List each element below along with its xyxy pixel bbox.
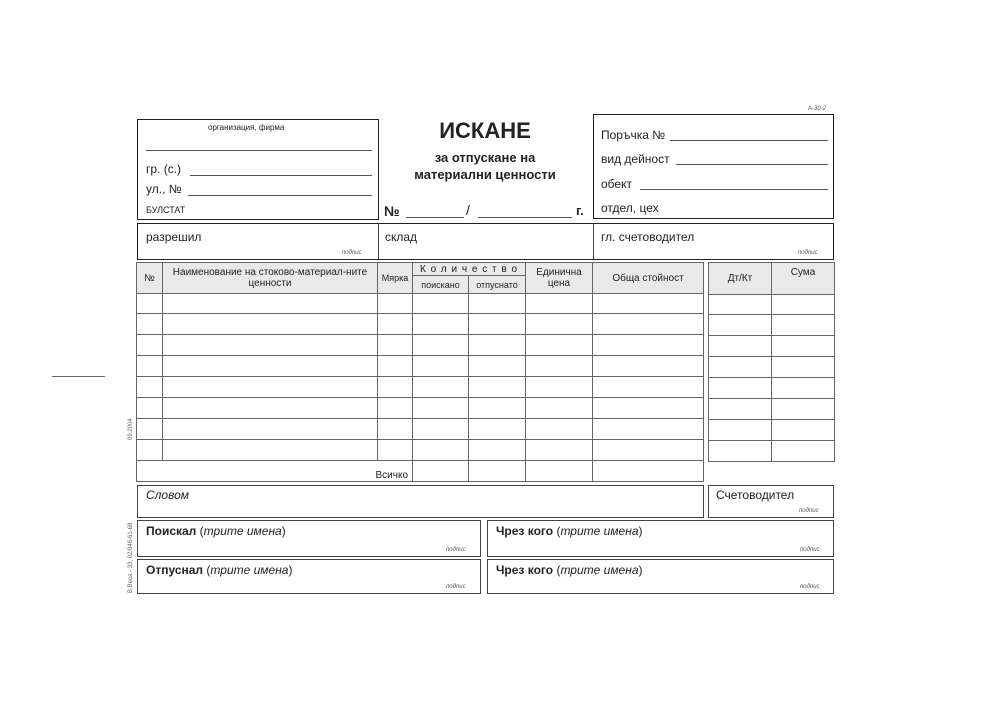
form-title: ИСКАНЕ [439, 118, 531, 143]
col-dtkt-header: Дт/Кт [709, 263, 772, 295]
total-label: Всичко [137, 461, 413, 482]
order-box [593, 114, 834, 219]
order-no-label: Поръчка № [601, 128, 666, 142]
accountant-box[interactable] [708, 485, 834, 518]
activity-label: вид дейност [601, 152, 670, 166]
form-subtitle-1: за отпускане на [434, 150, 536, 165]
table-row [709, 420, 835, 441]
table-row [137, 314, 704, 335]
accounting-table [708, 262, 835, 462]
allowed-sign-caption: подпис [342, 250, 362, 256]
col-quantity-header: К о л и ч е с т в о [413, 263, 526, 276]
col-unit-header: Мярка [378, 263, 413, 294]
through-box-2[interactable] [487, 559, 834, 594]
table-row [709, 315, 835, 336]
table-row [137, 419, 704, 440]
col-name-header: Наименование на стоково-материал-ните ценности [163, 263, 378, 294]
col-requested-header: поискано [413, 276, 469, 294]
through-label-2: Чрез кого [496, 563, 554, 577]
through-label-1: Чрез кого [496, 524, 554, 538]
table-row [137, 335, 704, 356]
doc-number-slash: / [466, 202, 470, 218]
org-bulstat-label: БУЛСТАТ [146, 205, 186, 215]
through-caption-2: Чрез кого (трите имена) [496, 563, 643, 577]
requested-by-box[interactable] [137, 520, 481, 557]
table-row [137, 398, 704, 419]
col-sum-header: Сума [772, 263, 835, 295]
through-names-2: трите имена [560, 563, 639, 577]
table-row [709, 336, 835, 357]
accountant-sign-caption: подпис [799, 508, 819, 514]
through-names-1: трите имена [560, 524, 639, 538]
side-code-date: 09.2004 [128, 418, 134, 440]
org-caption: организация, фирма [208, 123, 285, 132]
items-table [136, 262, 704, 482]
col-price-header: Единична цена [526, 263, 593, 294]
margin-fold-mark [52, 376, 105, 377]
org-street-label: ул., № [146, 182, 182, 196]
in-words-label: Словом [146, 488, 190, 502]
table-row [709, 378, 835, 399]
col-number-header: № [137, 263, 163, 294]
released-sign-caption: подпис [446, 584, 466, 590]
form-subtitle-2: материални ценности [414, 167, 556, 182]
table-row [709, 295, 835, 315]
col-total-header: Обща стойност [593, 263, 704, 294]
requested-sign-caption: подпис [446, 547, 466, 553]
table-row [709, 441, 835, 462]
accountant-label: Счетоводител [716, 488, 795, 502]
table-row [137, 356, 704, 377]
requested-by-names: трите имена [203, 524, 282, 538]
form-title-block [380, 118, 590, 182]
chief-sign-caption: подпис [798, 250, 818, 256]
table-row [137, 440, 704, 461]
side-code-publisher: В.Веса - 33, 02/846-61-68 [128, 522, 134, 593]
form-code: A-30-2 [808, 106, 827, 112]
chief-accountant-label: гл. счетоводител [601, 230, 695, 244]
col-released-header: отпуснато [469, 276, 526, 294]
requested-by-caption: Поискал (трите имена) [146, 524, 286, 538]
released-by-caption: Отпуснал (трите имена) [146, 563, 293, 577]
requested-by-label: Поискал [146, 524, 197, 538]
org-city-label: гр. (с.) [146, 162, 182, 176]
approval-row [137, 223, 834, 260]
released-by-names: трите имена [210, 563, 289, 577]
table-row [709, 399, 835, 420]
through-box-1[interactable] [487, 520, 834, 557]
table-row [137, 377, 704, 398]
doc-year-label: г. [576, 203, 584, 218]
through-sign-caption-2: подпис [800, 584, 820, 590]
table-row [137, 294, 704, 314]
warehouse-label: склад [385, 230, 418, 244]
released-by-label: Отпуснал [146, 563, 204, 577]
through-sign-caption-1: подпис [800, 547, 820, 553]
allowed-label: разрешил [146, 230, 202, 244]
total-row [137, 461, 704, 482]
object-label: обект [601, 177, 632, 191]
table-row [709, 357, 835, 378]
in-words-box[interactable] [137, 485, 704, 518]
through-caption-1: Чрез кого (трите имена) [496, 524, 643, 538]
department-label: отдел, цех [601, 201, 659, 215]
organization-box [137, 119, 379, 220]
released-by-box[interactable] [137, 559, 481, 594]
doc-number-label: № [384, 203, 400, 219]
